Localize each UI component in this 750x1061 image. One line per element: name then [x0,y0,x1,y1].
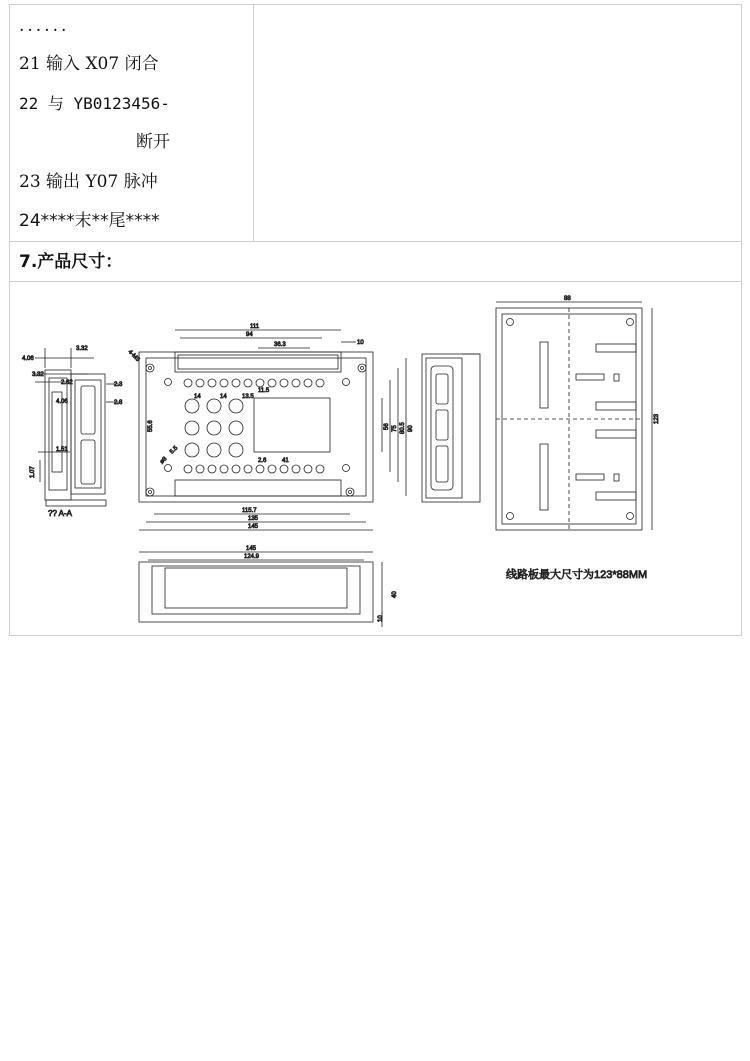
right-profile-view [422,354,480,502]
dim-label: 36.3 [274,342,286,348]
dim-label: 135 [248,516,259,522]
dim-label: 88 [564,296,571,302]
dim-label: 4.06 [22,356,34,362]
dim-label: 115.7 [242,508,257,514]
dim-label: 111 [250,324,260,330]
dim-label: 2.3 [114,382,123,388]
dimension-drawing [10,282,741,635]
dim-label: 80.5 [400,422,406,434]
dim-label: 2.6 [258,458,267,464]
step-23: 23 输出 Y07 脉冲 [19,172,158,192]
board-size-note: 线路板最大尺寸为123*88MM [506,569,648,581]
front-view [127,324,414,530]
program-steps-cell [10,5,254,241]
dim-label: 55.6 [148,420,154,432]
dim-label: 2.8 [114,400,123,406]
step-24: 24****末**尾**** [19,211,160,231]
dim-label: 4-M3 [126,349,141,364]
dim-label: 14 [194,394,201,400]
dim-label: 2.62 [61,380,73,386]
step-22: 22 与 YB0123456- [19,94,170,113]
dim-label: 3.32 [32,372,44,378]
side-section-view [22,346,123,518]
empty-cell [254,5,741,241]
step-21: 21 输入 X07 闭合 [19,54,159,74]
dim-label: 10 [378,615,384,622]
technical-drawing-svg [10,282,741,635]
dim-label: 1.51 [56,447,68,453]
content-table [9,4,742,636]
dim-label: 90 [408,425,414,432]
section-caption: ?? A-A [48,509,73,518]
dim-label: 40 [392,591,398,598]
bottom-view [139,546,398,627]
dim-label: 1.07 [30,466,36,478]
dim-label: 41 [282,458,289,464]
step-22-continuation: 断开 [136,132,170,152]
dim-label: 14 [220,394,227,400]
dim-label: 145 [246,546,257,552]
dim-label: 11.5 [258,388,270,394]
board-view [496,296,660,581]
dim-label: 94 [246,332,253,338]
dim-label: 4.06 [56,399,68,405]
dim-label: 5.5 [169,445,180,456]
row-divider [10,241,741,242]
ellipsis-line: ...... [19,16,70,36]
dim-label: 75 [392,425,398,432]
dim-label: 145 [248,524,259,530]
dim-label: ø8 [159,456,169,466]
section-heading: 7.产品尺寸： [19,252,123,272]
dim-label: 56 [384,423,390,430]
dim-label: 10 [357,340,364,346]
dim-label: 123 [654,413,660,424]
dim-label: 3.32 [76,346,88,352]
dim-label: 124.9 [244,554,260,560]
dim-label: 13.5 [242,394,254,400]
